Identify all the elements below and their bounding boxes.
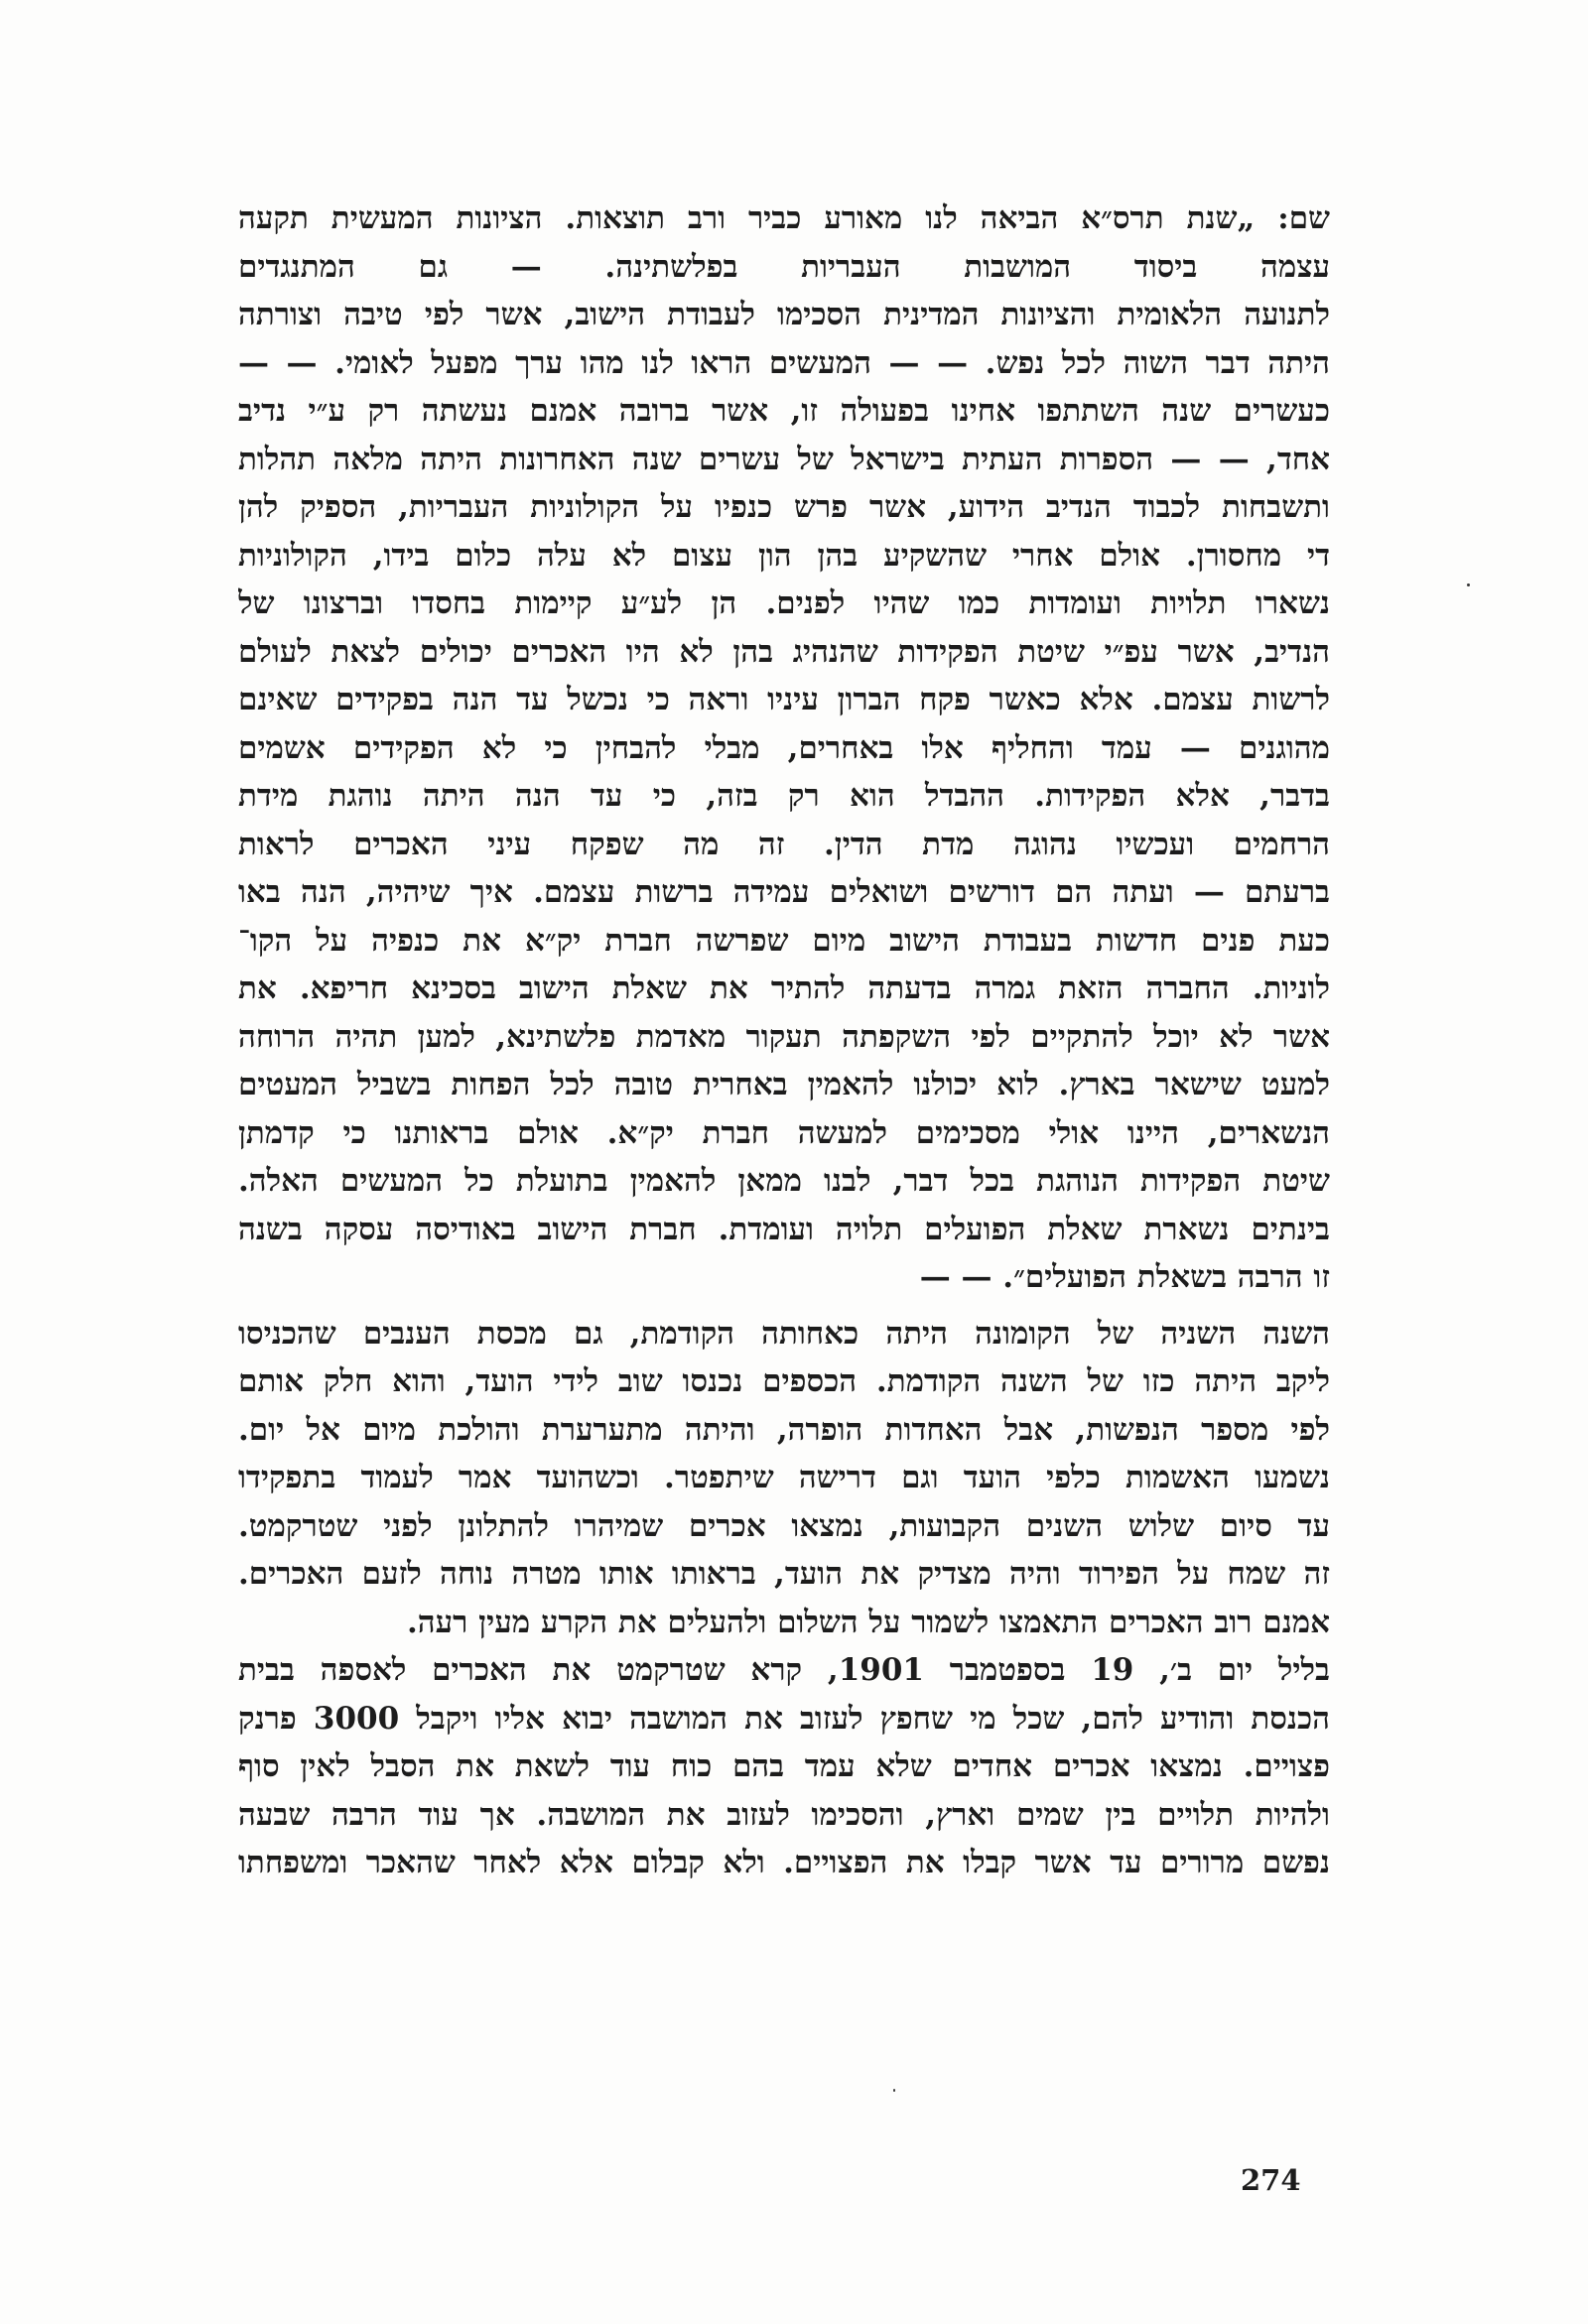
text-line: נשמעו האשמות כלפי הועד וגם דרישה שיתפטר. וכשהועד אמר לעמוד בתפקידו (238, 1460, 1330, 1495)
text-line: מהוגנים — עמד והחליף אלו באחרים, מבלי להבחין כי לא הפקידים אשמים (238, 729, 1330, 766)
text-line: לתנועה הלאומית והציונות המדינית הסכימו לעבודת הישוב, אשר לפי טיבה וצורתה (238, 297, 1330, 332)
text-line: בליל יום ב׳, 19 בספטמבר 1901, קרא שטרקמט את האכרים לאספה בבית (238, 1652, 1330, 1688)
text-line: בינתים נשארת שאלת הפועלים תלויה ועומדת. חברת הישוב באודיסה עסקה בשנה (238, 1211, 1330, 1247)
text-line: למעט שישאר בארץ. לוא יכולנו להאמין באחרית טובה לכל הפחות בשביל המעטים (238, 1067, 1330, 1102)
text-line: לוניות. החברה הזאת גמרה בדעתה להתיר את שאלת הישוב בסכינא חריפא. את (238, 970, 1330, 1006)
text-line: בדבר, אלא הפקידות. ההבדל הוא רק בזה, כי עד הנה היתה נוהגת מידת (238, 778, 1330, 814)
text-line: הנשארים, היינו אולי מסכימים למעשה חברת יק״א. אולם בראותנו כי קדמתן (238, 1114, 1330, 1151)
text-line: שיטת הפקידות הנוהגת בכל דבר, לבנו ממאן להאמין בתועלת כל המעשים האלה. (238, 1163, 1330, 1199)
text-line: עד סיום שלוש השנים הקבועות, נמצאו אכרים שמיהרו להתלונן לפני שטרקמט. (238, 1507, 1330, 1544)
text-line: כעשרים שנה השתתפו אחינו בפעולה זו, אשר ברובה אמנם נעשתה רק ע״י נדיב (238, 393, 1330, 429)
text-line: הרחמים ועכשיו נהוגה מדת הדין. זה מה שפקח עיני האכרים לראות (238, 826, 1330, 862)
text-line: לפי מספר הנפשות, אבל האחדות הופרה, והיתה מתערערת והולכת מיום אל יום. (238, 1411, 1330, 1448)
text-line: הכנסת והודיע להם, שכל מי שחפץ לעזוב את המושבה יבוא אליו ויקבל 3000 פרנק (238, 1700, 1330, 1737)
text-line: זו הרבה בשאלת הפועלים״. — — (919, 1259, 1330, 1295)
text-line: עצמה ביסוד המושבות העבריות בפלשתינה. — גם המתנגדים (238, 248, 1330, 285)
text-line: די מחסורן. אולם אחרי שהשקיע בהן הון עצום לא עלה כלום בידו, הקולוניות (238, 537, 1330, 574)
text-line: כעת פנים חדשות בעבודת הישוב מיום שפרשה חברת יק״א את כנפיה על הקו־ (238, 922, 1330, 959)
text-line: ולהיות תלויים בין שמים וארץ, והסכימו לעזוב את המושבה. אך עוד הרבה שבעה (238, 1796, 1330, 1833)
text-line: נשארו תלויות ועומדות כמו שהיו לפנים. הן לע״ע קיימות בחסדו וברצונו של (238, 585, 1330, 621)
text-line: אחד, — — הספרות העתית בישראל של עשרים שנה האחרונות היתה מלאה תהלות (238, 441, 1330, 477)
text-line: לרשות עצמם. אלא כאשר פקח הברון עיניו וראה כי נכשל עד הנה בפקידים שאינם (238, 682, 1330, 717)
page-number: 274 (1241, 2163, 1301, 2197)
text-line: שם: „שנת תרס״א הביאה לנו מאורע כביר ורב תוצאות. הציונות המעשית תקעה (238, 200, 1330, 236)
text-line: אשר לא יוכל להתקיים לפי השקפתה תעקור מאדמת פלשתינא, למען תהיה הרוחה (238, 1018, 1330, 1055)
text-line: ברעתם — ועתה הם דורשים ושואלים עמידה ברשות עצמם. איך שיהיה, הנה באו (238, 874, 1330, 910)
text-line: זה שמח על הפירוד והיה מצדיק את הועד, בראותו אותו מטרה נוחה לזעם האכרים. (238, 1556, 1330, 1592)
text-line: נפשם מרורים עד אשר קבלו את הפצויים. ולא קבלום אלא לאחר שהאכר ומשפחתו (238, 1845, 1330, 1880)
scan-speck (893, 2089, 895, 2092)
body-text (238, 194, 1330, 1887)
text-line: היתה דבר השוה לכל נפש. — — המעשים הראו לנו מהו ערך מפעל לאומי. — — (238, 344, 1330, 381)
text-line: השנה השניה של הקומונה היתה כאחותה הקודמת, גם מכסת הענבים שהכניסו (238, 1315, 1330, 1352)
text-line: פצויים. נמצאו אכרים אחדים שלא עמד בהם כוח עוד לשאת את הסבל לאין סוף (238, 1748, 1330, 1784)
text-line: הנדיב, אשר עפ״י שיטת הפקידות שהנהיג בהן לא היו האכרים יכולים לצאת לעולם (238, 633, 1330, 670)
text-line: ותשבחות לכבוד הנדיב הידוע, אשר פרש כנפיו על הקולוניות העבריות, הספיק להן (238, 489, 1330, 525)
text-line: ליקב היתה כזו של השנה הקודמת. הכספים נכנסו שוב לידי הועד, והוא חלק אותם (238, 1363, 1330, 1399)
scan-speck (1467, 583, 1470, 586)
text-line: אמנם רוב האכרים התאמצו לשמור על השלום ולהעלים את הקרע מעין רעה. (406, 1604, 1330, 1640)
